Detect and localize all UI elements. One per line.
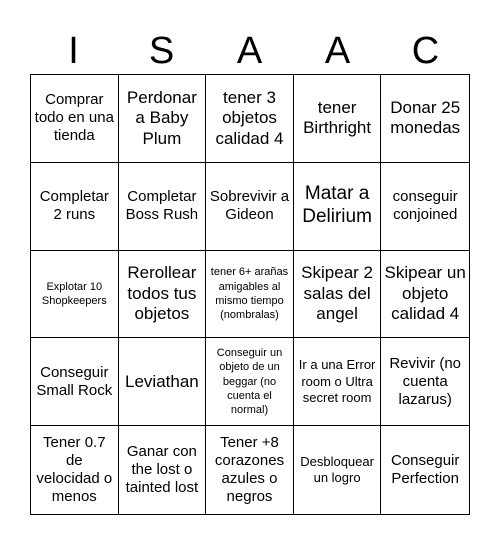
bingo-cell[interactable] xyxy=(294,75,382,163)
bingo-cell[interactable] xyxy=(294,338,382,426)
bingo-cell[interactable] xyxy=(381,251,469,339)
bingo-cell[interactable] xyxy=(119,75,207,163)
bingo-cell-label: Tener 0.7 de velocidad o menos xyxy=(36,434,113,506)
bingo-cell-label: Explotar 10 Shopkeepers xyxy=(41,280,107,307)
bingo-header xyxy=(30,28,470,74)
bingo-cell-label: Skipear 2 salas del angel xyxy=(301,263,373,324)
bingo-cell-label: Conseguir Perfection xyxy=(391,452,460,488)
bingo-cell[interactable] xyxy=(294,251,382,339)
bingo-cell[interactable] xyxy=(381,75,469,163)
bingo-cell[interactable] xyxy=(206,75,294,163)
bingo-cell[interactable] xyxy=(206,338,294,426)
bingo-cell-label: Completar 2 runs xyxy=(39,188,109,224)
bingo-cell[interactable] xyxy=(206,426,294,514)
bingo-cell-label: Rerollear todos tus objetos xyxy=(127,263,197,324)
bingo-cell-label: tener 6+ arañas amigables al mismo tiempo (nombralas) xyxy=(210,266,289,322)
bingo-cell[interactable] xyxy=(119,338,207,426)
bingo-cell[interactable] xyxy=(31,163,119,251)
bingo-cell-label: Ganar con the lost o tainted lost xyxy=(125,443,199,497)
bingo-cell[interactable] xyxy=(206,163,294,251)
header-letter: S xyxy=(148,30,176,72)
bingo-cell-label: Donar 25 monedas xyxy=(390,98,461,138)
bingo-cell[interactable] xyxy=(31,251,119,339)
bingo-cell[interactable] xyxy=(381,163,469,251)
bingo-cell-label: Sobrevivir a Gideon xyxy=(209,188,290,224)
bingo-board xyxy=(30,74,470,515)
bingo-cell-label: Leviathan xyxy=(125,371,199,391)
header-letter: A xyxy=(236,30,264,72)
bingo-cell-label: Conseguir Small Rock xyxy=(36,363,113,399)
bingo-cell[interactable] xyxy=(119,251,207,339)
bingo-cell-label: Completar Boss Rush xyxy=(125,188,199,224)
bingo-cell-label: Conseguir un objeto de un beggar (no cuenta el normal) xyxy=(216,347,283,417)
bingo-cell[interactable] xyxy=(31,338,119,426)
header-letter: A xyxy=(324,30,352,72)
bingo-cell-label: Skipear un objeto calidad 4 xyxy=(384,263,466,324)
bingo-cell[interactable] xyxy=(206,251,294,339)
bingo-cell-label: Comprar todo en una tienda xyxy=(34,91,114,145)
bingo-cell[interactable] xyxy=(294,426,382,514)
bingo-cell[interactable] xyxy=(119,163,207,251)
bingo-cell[interactable] xyxy=(31,75,119,163)
bingo-cell[interactable] xyxy=(381,338,469,426)
bingo-cell-label: Desbloquear un logro xyxy=(300,453,374,486)
bingo-cell-label: Tener +8 corazones azules o negros xyxy=(214,434,285,506)
header-letter: C xyxy=(411,30,441,72)
bingo-cell-label: Matar a Delirium xyxy=(302,183,372,228)
bingo-cell-label: tener 3 objetos calidad 4 xyxy=(215,87,284,148)
bingo-cell-label: Perdonar a Baby Plum xyxy=(126,87,197,148)
bingo-cell[interactable] xyxy=(119,426,207,514)
bingo-cell[interactable] xyxy=(381,426,469,514)
bingo-cell-label: Ir a una Error room o Ultra secret room xyxy=(298,357,376,405)
bingo-cell-label: conseguir conjoined xyxy=(392,188,458,224)
bingo-cell[interactable] xyxy=(31,426,119,514)
bingo-cell-label: tener Birthright xyxy=(303,98,372,138)
bingo-cell-label: Revivir (no cuenta lazarus) xyxy=(389,354,462,408)
header-letter: I xyxy=(68,30,80,72)
bingo-cell[interactable] xyxy=(294,163,382,251)
